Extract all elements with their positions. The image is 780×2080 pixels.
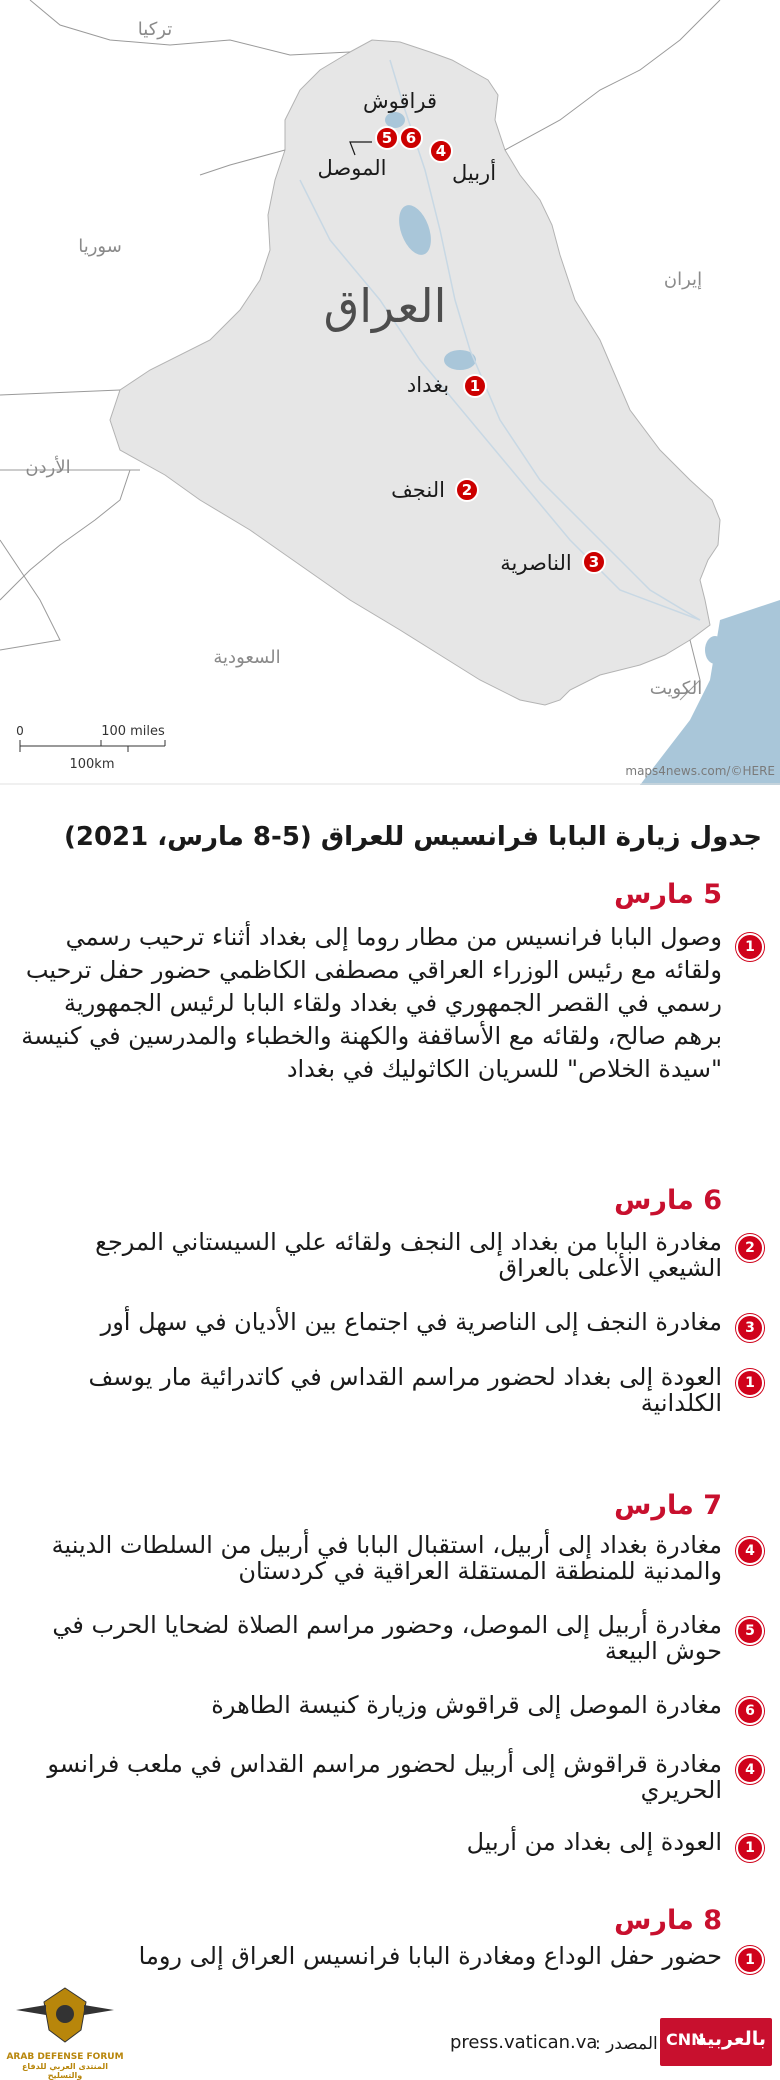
city-erbil: أربيل xyxy=(451,161,497,185)
page-title: جدول زيارة البابا فرانسيس للعراق (5-8 مارس، 2021) xyxy=(63,822,762,852)
item-text: مغادرة الموصل إلى قراقوش وزيارة كنيسة الطاهرة xyxy=(211,1691,722,1719)
item-text: حضور حفل الوداع ومغادرة البابا فرانسيس العراق إلى روما xyxy=(138,1942,722,1970)
svg-text:3: 3 xyxy=(588,553,600,571)
map-credit: maps4news.com/©HERE xyxy=(625,764,775,778)
item-text: وصول البابا فرانسيس من مطار روما إلى بغداد أثناء ترحيب رسمي ولقائه مع رئيس الوزراء العراقي مصطفى الكاظمي حضور حفل ترحيب رسمي في القصر الجمهوري في بغداد ولقاء البابا لرئيس الجمهورية برهم صالح، ولقائه مع الأساقفة والكهنة والخطباء والمدرسين في كنيسة "سيدة الخلاص" للسريان الكاثوليك في بغداد xyxy=(21,923,722,1083)
marker-1 xyxy=(464,375,486,397)
source-label: المصدر : xyxy=(595,2034,658,2054)
city-qaraqosh: قراقوش xyxy=(363,89,437,113)
city-baghdad: بغداد xyxy=(406,373,450,397)
label-jordan: الأردن xyxy=(25,457,71,478)
source-link[interactable]: press.vatican.va xyxy=(450,2032,598,2053)
svg-text:100 miles: 100 miles xyxy=(101,724,165,739)
item-number-badge: 3 xyxy=(736,1314,764,1342)
city-mosul: الموصل xyxy=(317,156,387,180)
label-kuwait: الكويت xyxy=(649,678,703,699)
label-iraq: العراق xyxy=(323,279,447,333)
marker-4 xyxy=(430,140,452,162)
marker-3 xyxy=(583,551,605,573)
item-text: مغادرة قراقوش إلى أربيل لحضور مراسم القداس في ملعب فرانسو الحريري xyxy=(47,1750,722,1804)
day-title: 5 مارس xyxy=(614,879,722,910)
item-number-badge: 1 xyxy=(736,1946,764,1974)
item-text: مغادرة النجف إلى الناصرية في اجتماع بين الأديان في سهل أور xyxy=(100,1308,722,1336)
marker-6 xyxy=(400,127,422,149)
item-text: مغادرة بغداد إلى أربيل، استقبال البابا في أربيل من السلطات الدينية والمدنية للمنطقة المستقلة العراقية في كردستان xyxy=(51,1531,722,1585)
item-number-badge: 1 xyxy=(736,1834,764,1862)
day-title: 8 مارس xyxy=(614,1905,722,1936)
svg-text:5: 5 xyxy=(381,129,393,147)
day-title: 7 مارس xyxy=(614,1490,722,1521)
label-iran: إيران xyxy=(663,269,703,290)
item-number-badge: 2 xyxy=(736,1234,764,1262)
item-number-badge: 5 xyxy=(736,1617,764,1645)
svg-text:100km: 100km xyxy=(69,757,115,772)
item-text: العودة إلى بغداد من أربيل xyxy=(466,1828,722,1856)
label-saudi: السعودية xyxy=(213,647,281,668)
marker-2 xyxy=(456,479,478,501)
item-text: مغادرة أربيل إلى الموصل، وحضور مراسم الصلاة لضحايا الحرب في حوش البيعة xyxy=(52,1611,722,1665)
svg-text:2: 2 xyxy=(461,481,473,499)
item-number-badge: 4 xyxy=(736,1537,764,1565)
marker-5 xyxy=(376,127,398,149)
item-number-badge: 6 xyxy=(736,1697,764,1725)
label-syria: سوريا xyxy=(78,236,122,257)
svg-text:6: 6 xyxy=(405,129,417,147)
svg-text:1: 1 xyxy=(469,377,481,395)
item-number-badge: 1 xyxy=(736,933,764,961)
svg-text:0: 0 xyxy=(16,724,24,738)
cnn-arabic-logo: بالعربية CNN xyxy=(660,2018,772,2066)
forum-name: ARAB DEFENSE FORUM المنتدى العربي للدفاع والتسليح xyxy=(6,2052,124,2080)
iraq-map xyxy=(0,0,780,785)
svg-text:4: 4 xyxy=(435,142,447,160)
label-turkey: تركيا xyxy=(137,19,173,40)
day-title: 6 مارس xyxy=(614,1185,722,1216)
item-text: العودة إلى بغداد لحضور مراسم القداس في كاتدرائية مار يوسف الكلدانية xyxy=(88,1363,722,1417)
city-nasiriyah: الناصرية xyxy=(500,551,572,575)
footer xyxy=(0,1960,780,2080)
item-number-badge: 1 xyxy=(736,1369,764,1397)
item-number-badge: 4 xyxy=(736,1756,764,1784)
item-text: مغادرة البابا من بغداد إلى النجف ولقائه علي السيستاني المرجع الشيعي الأعلى بالعراق xyxy=(95,1228,722,1282)
city-najaf: النجف xyxy=(391,478,445,502)
schedule-section xyxy=(0,785,780,2075)
